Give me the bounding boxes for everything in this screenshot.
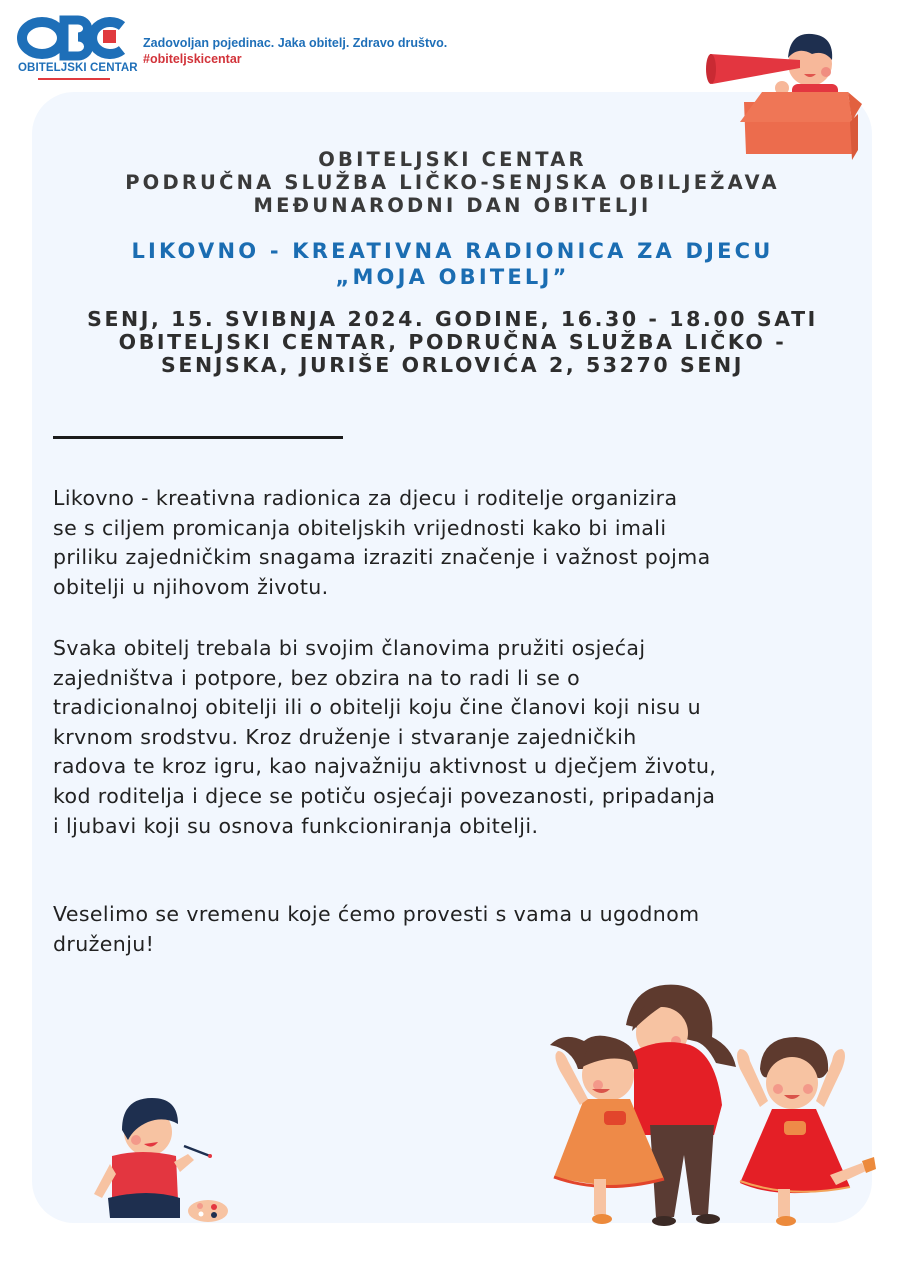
text-line: priliku zajedničkim snagama izraziti značenje i važnost pojma [53,545,711,570]
event-location-line: OBITELJSKI CENTAR, PODRUČNA SLUŽBA LIČKO - [118,330,787,354]
text-line: se s ciljem promicanja obiteljskih vrijednosti kako bi imali [53,515,667,540]
logo-underline [38,78,110,80]
text-line: krvnom srodstvu. Kroz druženje i stvaranje zajedničkih [53,724,637,749]
text-line: Likovno - kreativna radionica za djecu i roditelje organizira [53,486,678,510]
event-location-line: SENJSKA, JURIŠE ORLOVIĆA 2, 53270 SENJ [161,353,744,377]
text-line: obitelji u njihovom životu. [53,574,329,599]
text-line: tradicionalnoj obitelji ili o obitelji koju čine članovi koji nisu u [53,695,701,720]
event-date-time: SENJ, 15. SVIBNJA 2024. GODINE, 16.30 - 18.00 SATI [87,307,818,331]
title-line: OBITELJSKI CENTAR [318,148,587,171]
paragraph-intro [53,484,863,602]
obc-logo [14,14,138,84]
tagline-text: Zadovoljan pojedinac. Jaka obitelj. Zdravo društvo. [143,36,448,50]
divider [53,436,343,439]
family-illustration-icon [540,975,880,1230]
paragraph-description [53,634,863,841]
text-line: druženju! [53,931,155,956]
logo-text: OBITELJSKI CENTAR [18,62,138,74]
title-line: PODRUČNA SLUŽBA LIČKO-SENJSKA OBILJEŽAVA [125,171,780,194]
event-title-line: „MOJA OBITELJ” [335,265,570,289]
obc-logo-mark-icon [14,14,132,62]
event-title [40,238,865,290]
text-line: Veselimo se vremenu koje ćemo provesti s vama u ugodnom [53,902,700,926]
title-line: MEĐUNARODNI DAN OBITELJI [253,194,652,217]
event-title-line: LIKOVNO - KREATIVNA RADIONICA ZA DJECU [131,239,774,263]
child-in-box-illustration-icon [700,14,868,162]
text-line: zajedništva i potpore, bez obzira na to radi li se o [53,665,581,690]
text-line: i ljubavi koji su osnova funkcioniranja obitelji. [53,813,539,838]
boy-painting-illustration-icon [88,1094,233,1229]
text-line: Svaka obitelj trebala bi svojim članovima pružiti osjećaj [53,636,646,660]
paragraph-closing [53,900,863,959]
text-line: radova te kroz igru, kao najvažniju aktivnost u dječjem životu, [53,754,717,779]
tagline [143,35,447,67]
title-block [40,148,865,217]
hashtag: #obiteljskicentar [143,52,242,66]
text-line: kod roditelja i djece se potiču osjećaji povezanosti, pripadanja [53,783,716,808]
event-details [40,308,865,377]
